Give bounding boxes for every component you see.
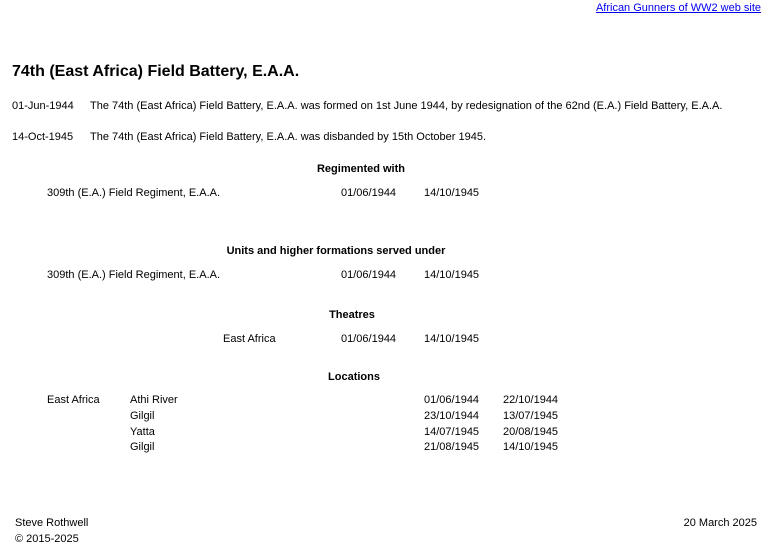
location-place: Gilgil: [130, 410, 155, 422]
higher-formation-to-date: 14/10/1945: [424, 269, 480, 281]
location-to-date: 14/10/1945: [503, 441, 559, 453]
event-text: The 74th (East Africa) Field Battery, E.A.A. was formed on 1st June 1944, by redesignation of the 62nd (E.A.) Field Battery, E.A.A.: [90, 100, 723, 112]
location-place: Yatta: [130, 426, 155, 438]
regimented-to-date: 14/10/1945: [424, 187, 480, 199]
location-region: East Africa: [47, 394, 100, 406]
footer-date: 20 March 2025: [683, 517, 757, 529]
regimented-from-date: 01/06/1944: [341, 187, 397, 199]
site-home-link[interactable]: African Gunners of WW2 web site: [595, 2, 761, 14]
location-from-date: 01/06/1944: [424, 394, 480, 406]
higher-formation-from-date: 01/06/1944: [341, 269, 397, 281]
location-from-date: 21/08/1945: [424, 441, 480, 453]
location-to-date: 13/07/1945: [503, 410, 559, 422]
theatre-name: East Africa: [223, 333, 276, 345]
location-to-date: 22/10/1944: [503, 394, 559, 406]
event-date: 14-Oct-1945: [12, 131, 74, 143]
location-from-date: 23/10/1944: [424, 410, 480, 422]
event-text: The 74th (East Africa) Field Battery, E.A.A. was disbanded by 15th October 1945.: [90, 131, 487, 143]
higher-formations-heading: Units and higher formations served under: [226, 245, 446, 257]
theatre-from-date: 01/06/1944: [341, 333, 397, 345]
page-title: 74th (East Africa) Field Battery, E.A.A.: [12, 63, 300, 80]
location-from-date: 14/07/1945: [424, 426, 480, 438]
event-date: 01-Jun-1944: [12, 100, 74, 112]
theatres-heading: Theatres: [329, 309, 375, 321]
footer-author: Steve Rothwell: [15, 517, 89, 529]
locations-heading: Locations: [328, 371, 380, 383]
footer-copyright: © 2015-2025: [15, 533, 79, 545]
location-place: Gilgil: [130, 441, 155, 453]
regimented-unit: 309th (E.A.) Field Regiment, E.A.A.: [47, 187, 221, 199]
location-to-date: 20/08/1945: [503, 426, 559, 438]
theatre-to-date: 14/10/1945: [424, 333, 480, 345]
higher-formation-unit: 309th (E.A.) Field Regiment, E.A.A.: [47, 269, 221, 281]
location-place: Athi River: [130, 394, 178, 406]
regimented-heading: Regimented with: [316, 163, 405, 175]
